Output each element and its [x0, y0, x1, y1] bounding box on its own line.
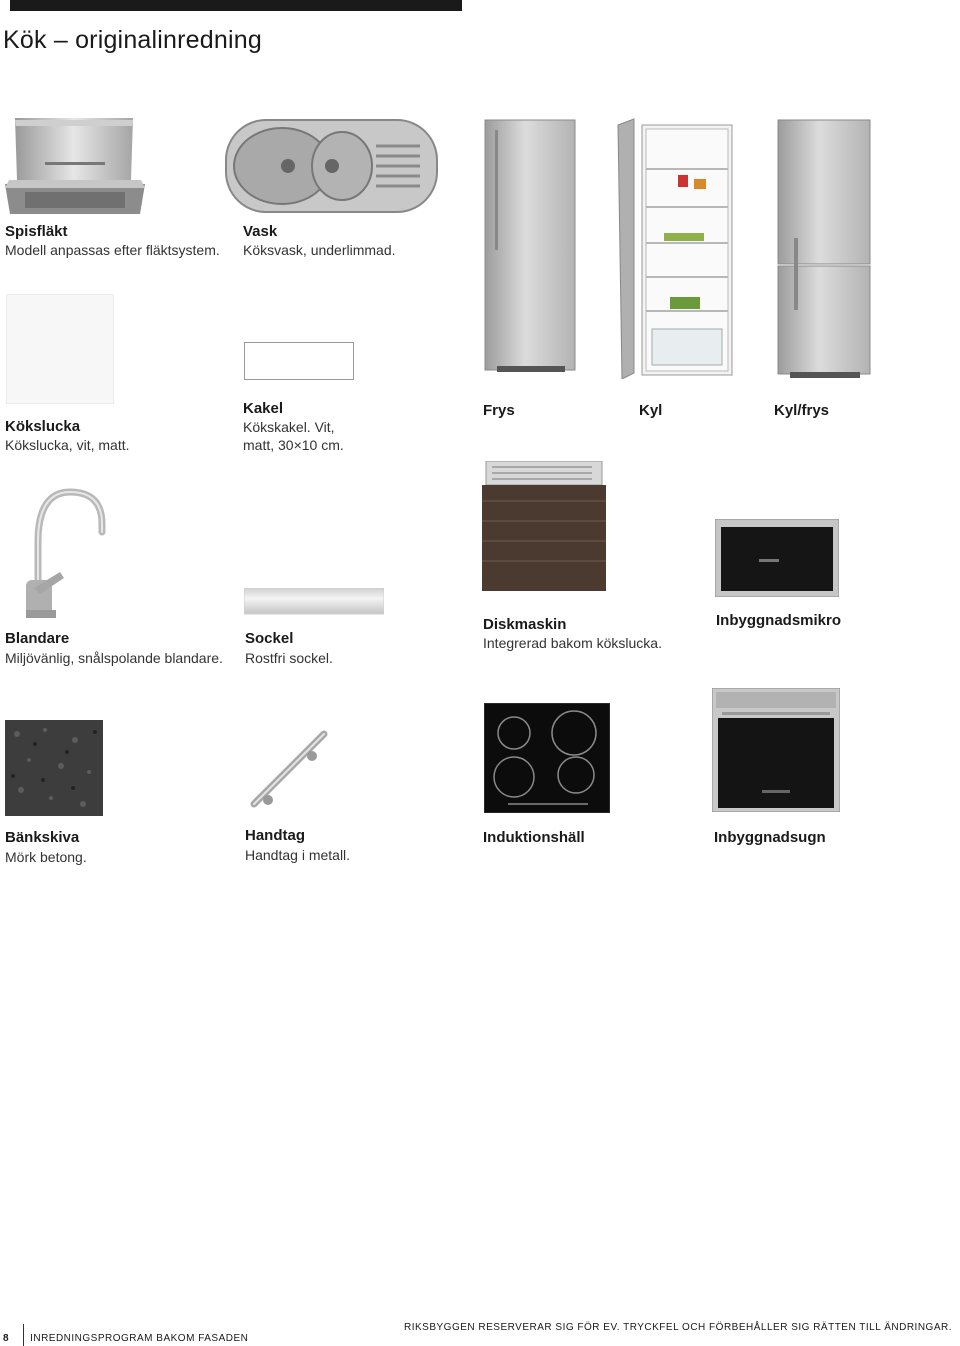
item-desc-kakel-line2: matt, 30×10 cm. [243, 437, 344, 453]
page-title: Kök – originalinredning [3, 26, 262, 54]
item-label-frys: Frys [483, 402, 515, 419]
item-label-kakel: Kakel [243, 400, 284, 417]
footer-left [3, 1322, 248, 1344]
item-desc-vask: Köksvask, underlimmad. [243, 242, 396, 258]
item-desc-sockel: Rostfri sockel. [245, 650, 333, 666]
item-desc-diskmaskin: Integrerad bakom kökslucka. [483, 635, 662, 651]
footer-right-text: RIKSBYGGEN RESERVERAR SIG FÖR EV. TRYCKFEL OCH FÖRBEHÅLLER SIG RÄTTEN TILL ÄNDRINGAR. [404, 1322, 952, 1333]
fridge-image [616, 117, 738, 379]
fridge-freezer-image [776, 118, 874, 380]
item-label-spisflakt: Spisfläkt [5, 223, 68, 240]
item-label-hall: Induktionshäll [483, 829, 585, 846]
plinth-image [244, 588, 384, 616]
range-hood-image [5, 118, 145, 216]
freezer-image [483, 118, 579, 374]
item-label-mikro: Inbyggnadsmikro [716, 612, 842, 629]
item-label-ugn: Inbyggnadsugn [714, 829, 826, 846]
microwave-image [715, 519, 839, 597]
tile-swatch [244, 342, 354, 380]
page-number: 8 [3, 1333, 10, 1344]
item-desc-handtag: Handtag i metall. [245, 847, 351, 863]
sink-image [224, 116, 439, 216]
induction-hob-image [484, 703, 610, 813]
item-desc-blandare: Miljövänlig, snålspolande blandare. [5, 650, 223, 666]
item-label-kokslucka: Kökslucka [5, 418, 81, 435]
countertop-swatch [5, 720, 103, 816]
oven-image [712, 688, 840, 812]
kitchen-door-swatch [6, 294, 114, 404]
item-label-kyl: Kyl [639, 402, 663, 419]
faucet-image [14, 484, 110, 620]
footer-left-text: INREDNINGSPROGRAM BAKOM FASADEN [30, 1333, 249, 1344]
item-desc-bankskiva: Mörk betong. [5, 849, 87, 865]
item-desc-kokslucka: Kökslucka, vit, matt. [5, 437, 130, 453]
item-desc-kakel-line1: Kökskakel. Vit, [243, 419, 335, 435]
item-desc-spisflakt: Modell anpassas efter fläktsystem. [5, 242, 220, 258]
header-bar [10, 0, 462, 11]
footer-divider [23, 1324, 24, 1346]
item-label-sockel: Sockel [245, 630, 294, 647]
item-label-bankskiva: Bänkskiva [5, 829, 80, 846]
item-label-handtag: Handtag [245, 827, 305, 844]
item-label-vask: Vask [243, 223, 278, 240]
handle-image [246, 722, 332, 818]
item-label-blandare: Blandare [5, 630, 70, 647]
dishwasher-image [482, 461, 606, 591]
item-label-diskmaskin: Diskmaskin [483, 616, 567, 633]
item-label-kylfrys: Kyl/frys [774, 402, 830, 419]
